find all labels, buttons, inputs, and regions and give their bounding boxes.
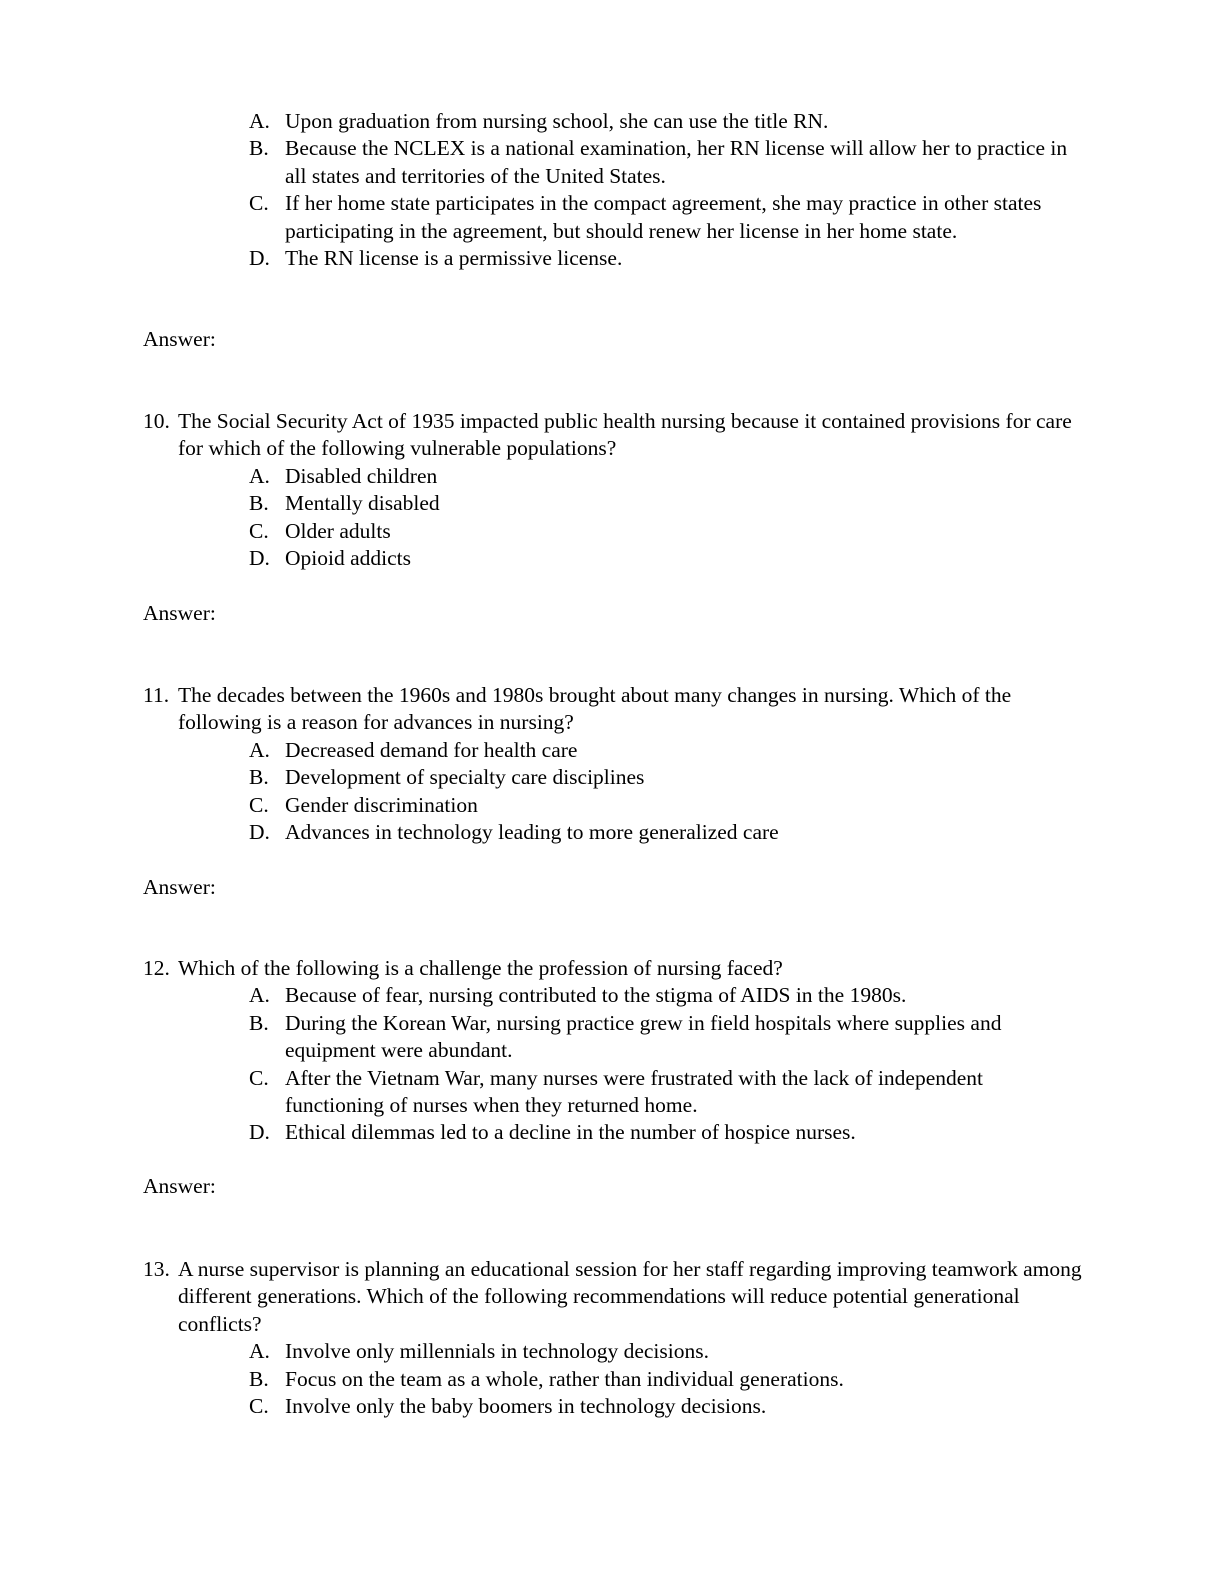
question-text: Which of the following is a challenge the profession of nursing faced? — [178, 956, 783, 980]
option-letter: A. — [249, 109, 270, 133]
option-text: Upon graduation from nursing school, she can use the title RN. — [285, 109, 829, 133]
carryover-options — [143, 108, 1083, 272]
option-letter: B. — [249, 765, 269, 790]
option-a — [143, 982, 1083, 1009]
option-letter: D. — [249, 546, 270, 571]
option-letter: B. — [249, 1010, 269, 1035]
question-number: 11. — [143, 683, 170, 707]
option-d — [143, 1119, 1083, 1146]
option-letter: C. — [249, 191, 269, 216]
option-letter: A. — [249, 1339, 270, 1364]
option-c — [143, 518, 1083, 545]
answer-label: Answer: — [143, 601, 216, 625]
question-stem — [143, 1256, 1083, 1338]
option-letter: C. — [249, 1065, 269, 1090]
option-text: If her home state participates in the compact agreement, she may practice in other states participating in the agreement, but should renew her license in her home state. — [285, 191, 1042, 243]
option-text: Opioid addicts — [285, 546, 411, 571]
option-letter: B. — [249, 491, 269, 516]
option-text: Because the NCLEX is a national examination, her RN license will allow her to practice in all states and territories of the United States. — [285, 136, 1068, 188]
option-b — [143, 135, 1083, 190]
answer-label: Answer: — [143, 1174, 216, 1198]
question-text: A nurse supervisor is planning an educational session for her staff regarding improving teamwork among different generations. Which of the following recommendations will reduce potential generational conflicts? — [178, 1257, 1082, 1336]
option-text: Decreased demand for health care — [285, 737, 578, 762]
question-stem — [143, 955, 1083, 982]
option-letter: C. — [249, 1394, 269, 1419]
option-text: Focus on the team as a whole, rather than individual generations. — [285, 1366, 844, 1391]
option-a — [143, 737, 1083, 764]
option-text: Involve only the baby boomers in technology decisions. — [285, 1394, 767, 1419]
answer-label: Answer: — [143, 327, 216, 351]
option-letter: D. — [249, 820, 270, 845]
option-text: Involve only millennials in technology decisions. — [285, 1339, 709, 1364]
option-letter: B. — [249, 1366, 269, 1391]
option-a — [143, 463, 1083, 490]
option-d — [143, 545, 1083, 572]
option-text: Disabled children — [285, 463, 438, 488]
option-text: After the Vietnam War, many nurses were frustrated with the lack of independent functioning of nurses when they returned home. — [285, 1065, 984, 1118]
option-letter: C. — [249, 792, 269, 817]
option-c — [143, 1393, 1083, 1420]
answer-label: Answer: — [143, 875, 216, 899]
option-text: Advances in technology leading to more generalized care — [285, 820, 779, 845]
option-letter: A. — [249, 983, 270, 1008]
option-b — [143, 1366, 1083, 1393]
question-13 — [143, 1256, 1083, 1420]
option-text: During the Korean War, nursing practice grew in field hospitals where supplies and equipment were abundant. — [285, 1010, 1002, 1063]
option-text: Gender discrimination — [285, 792, 478, 817]
option-letter: D. — [249, 246, 270, 271]
option-a — [143, 108, 1083, 135]
question-text: The decades between the 1960s and 1980s brought about many changes in nursing. Which of the following is a reason for advances in nursing? — [178, 683, 1012, 735]
question-10 — [143, 408, 1083, 572]
option-b — [143, 1010, 1083, 1065]
option-b — [143, 764, 1083, 791]
option-c — [143, 1065, 1083, 1120]
option-d — [143, 819, 1083, 846]
question-text: The Social Security Act of 1935 impacted public health nursing because it contained provisions for care for which of the following vulnerable populations? — [178, 409, 1072, 461]
option-text: Development of specialty care disciplines — [285, 765, 645, 790]
question-number: 12. — [143, 956, 170, 980]
option-text: The RN license is a permissive license. — [285, 246, 623, 271]
option-letter: C. — [249, 518, 269, 543]
option-d — [143, 245, 1083, 272]
option-letter: D. — [249, 1120, 270, 1145]
option-a — [143, 1338, 1083, 1365]
question-number: 13. — [143, 1257, 170, 1281]
question-stem — [143, 408, 1083, 463]
option-letter: B. — [249, 136, 269, 161]
option-text: Older adults — [285, 518, 391, 543]
question-12 — [143, 955, 1083, 1147]
option-letter: A. — [249, 737, 270, 762]
option-text: Because of fear, nursing contributed to the stigma of AIDS in the 1980s. — [285, 983, 907, 1008]
question-stem — [143, 682, 1083, 737]
option-text: Ethical dilemmas led to a decline in the number of hospice nurses. — [285, 1120, 856, 1145]
option-text: Mentally disabled — [285, 491, 440, 516]
question-number: 10. — [143, 409, 170, 433]
option-c — [143, 190, 1083, 245]
option-b — [143, 490, 1083, 517]
question-11 — [143, 682, 1083, 846]
option-letter: A. — [249, 463, 270, 488]
option-c — [143, 792, 1083, 819]
